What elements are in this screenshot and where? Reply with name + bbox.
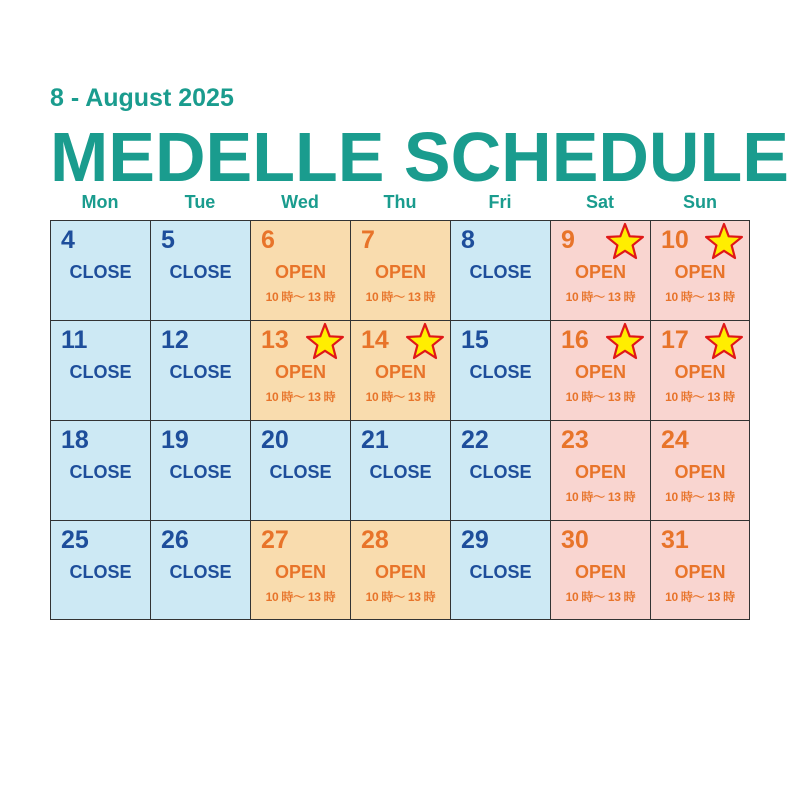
- closed-status: CLOSE: [69, 362, 132, 382]
- closed-status: CLOSE: [69, 562, 132, 582]
- closed-status: CLOSE: [469, 262, 532, 282]
- closed-status: CLOSE: [169, 262, 232, 282]
- day-number: 17: [661, 326, 689, 354]
- month-subtitle: 8 - August 2025: [50, 84, 234, 112]
- weekday-sat: Sat: [585, 192, 614, 212]
- open-status: OPEN: [674, 362, 726, 382]
- open-status: OPEN: [674, 562, 726, 582]
- day-cell-26: [150, 520, 250, 620]
- day-cell-29: [450, 520, 550, 620]
- closed-status: CLOSE: [169, 562, 232, 582]
- opening-hours: 10 時〜 13 時: [665, 590, 735, 604]
- day-number: 20: [261, 426, 289, 454]
- closed-status: CLOSE: [69, 462, 132, 482]
- day-number: 8: [461, 226, 475, 254]
- closed-status: CLOSE: [169, 362, 232, 382]
- closed-status: CLOSE: [369, 462, 432, 482]
- closed-status: CLOSE: [469, 562, 532, 582]
- closed-status: CLOSE: [269, 462, 332, 482]
- opening-hours: 10 時〜 13 時: [565, 590, 636, 604]
- opening-hours: 10 時〜 13 時: [365, 390, 436, 404]
- day-cell-10: [650, 220, 750, 320]
- day-number: 18: [61, 426, 89, 454]
- closed-status: CLOSE: [169, 462, 232, 482]
- day-cell-8: [450, 220, 550, 320]
- day-cell-19: [150, 420, 250, 520]
- opening-hours: 10 時〜 13 時: [665, 490, 735, 504]
- open-status: OPEN: [374, 362, 426, 382]
- weekday-header-row: [50, 192, 750, 216]
- day-cell-11: [50, 320, 150, 420]
- day-number: 25: [61, 526, 89, 554]
- day-cell-22: [450, 420, 550, 520]
- calendar-grid: [50, 220, 750, 620]
- weekday-mon: Mon: [81, 192, 119, 212]
- day-number: 13: [261, 326, 289, 354]
- day-cell-21: [350, 420, 450, 520]
- open-status: OPEN: [574, 462, 626, 482]
- day-cell-13: [250, 320, 350, 420]
- day-cell-12: [150, 320, 250, 420]
- day-cell-4: [50, 220, 150, 320]
- day-cell-27: [250, 520, 350, 620]
- day-number: 27: [261, 526, 289, 554]
- day-number: 30: [561, 526, 589, 554]
- day-number: 12: [161, 326, 189, 354]
- opening-hours: 10 時〜 13 時: [565, 290, 636, 304]
- weekday-tue: Tue: [184, 192, 216, 212]
- open-status: OPEN: [274, 562, 326, 582]
- day-number: 26: [161, 526, 189, 554]
- weekday-fri: Fri: [488, 192, 512, 212]
- day-cell-30: [550, 520, 650, 620]
- opening-hours: 10 時〜 13 時: [665, 390, 735, 404]
- weekday-thu: Thu: [383, 192, 417, 212]
- open-status: OPEN: [574, 362, 626, 382]
- star-icon: [704, 222, 744, 262]
- day-number: 24: [661, 426, 689, 454]
- day-cell-6: [250, 220, 350, 320]
- day-cell-23: [550, 420, 650, 520]
- open-status: OPEN: [674, 262, 726, 282]
- open-status: OPEN: [274, 362, 326, 382]
- day-cell-16: [550, 320, 650, 420]
- star-icon: [605, 322, 645, 362]
- day-number: 19: [161, 426, 189, 454]
- day-number: 29: [461, 526, 489, 554]
- opening-hours: 10 時〜 13 時: [565, 390, 636, 404]
- day-cell-31: [650, 520, 750, 620]
- closed-status: CLOSE: [469, 362, 532, 382]
- day-number: 11: [61, 326, 88, 354]
- day-number: 5: [161, 226, 175, 254]
- day-number: 21: [361, 426, 389, 454]
- weekday-wed: Wed: [281, 192, 319, 212]
- day-number: 28: [361, 526, 389, 554]
- star-icon: [605, 222, 645, 262]
- open-status: OPEN: [574, 262, 626, 282]
- weekday-sun: Sun: [683, 192, 717, 212]
- day-number: 14: [361, 326, 389, 354]
- opening-hours: 10 時〜 13 時: [665, 290, 735, 304]
- open-status: OPEN: [574, 562, 626, 582]
- day-cell-15: [450, 320, 550, 420]
- day-cell-14: [350, 320, 450, 420]
- open-status: OPEN: [274, 262, 326, 282]
- open-status: OPEN: [374, 262, 426, 282]
- closed-status: CLOSE: [69, 262, 132, 282]
- day-cell-9: [550, 220, 650, 320]
- open-status: OPEN: [374, 562, 426, 582]
- opening-hours: 10 時〜 13 時: [265, 390, 336, 404]
- day-number: 4: [61, 226, 75, 254]
- day-number: 9: [561, 226, 575, 254]
- opening-hours: 10 時〜 13 時: [265, 290, 336, 304]
- day-cell-20: [250, 420, 350, 520]
- day-cell-17: [650, 320, 750, 420]
- day-cell-24: [650, 420, 750, 520]
- day-number: 6: [261, 226, 275, 254]
- day-number: 10: [661, 226, 689, 254]
- star-icon: [405, 322, 445, 362]
- day-number: 23: [561, 426, 589, 454]
- day-number: 7: [361, 226, 375, 254]
- day-cell-7: [350, 220, 450, 320]
- day-number: 16: [561, 326, 589, 354]
- day-cell-25: [50, 520, 150, 620]
- opening-hours: 10 時〜 13 時: [365, 590, 436, 604]
- day-number: 15: [461, 326, 489, 354]
- day-number: 22: [461, 426, 489, 454]
- day-cell-28: [350, 520, 450, 620]
- opening-hours: 10 時〜 13 時: [365, 290, 436, 304]
- day-number: 31: [661, 526, 689, 554]
- star-icon: [305, 322, 345, 362]
- closed-status: CLOSE: [469, 462, 532, 482]
- page-title: MEDELLE SCHEDULE: [50, 118, 789, 196]
- star-icon: [704, 322, 744, 362]
- opening-hours: 10 時〜 13 時: [565, 490, 636, 504]
- opening-hours: 10 時〜 13 時: [265, 590, 336, 604]
- open-status: OPEN: [674, 462, 726, 482]
- day-cell-5: [150, 220, 250, 320]
- day-cell-18: [50, 420, 150, 520]
